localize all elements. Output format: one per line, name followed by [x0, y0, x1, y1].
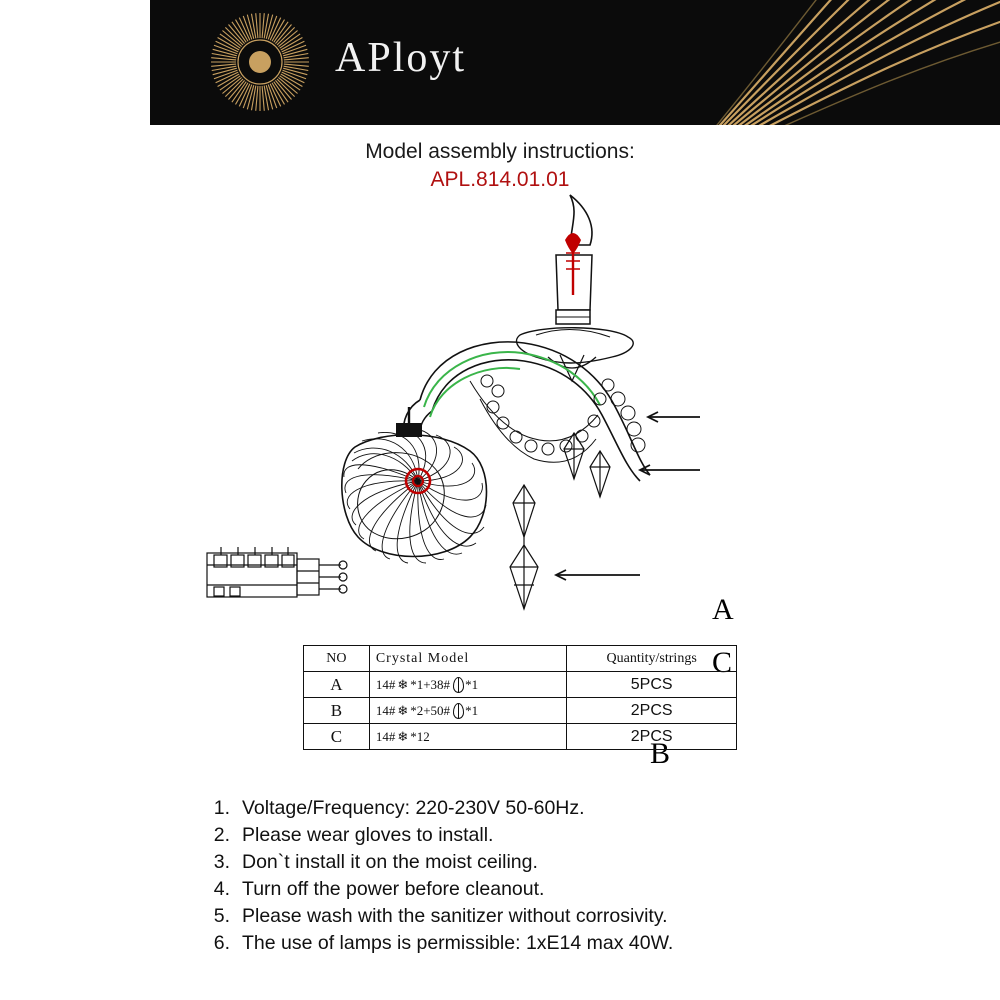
note-number: 6.: [213, 932, 230, 954]
note-text: Voltage/Frequency: 220-230V 50-60Hz.: [242, 797, 585, 819]
row-b-no: B: [304, 698, 370, 724]
header-banner: [150, 0, 1000, 125]
note-item: [196, 876, 916, 903]
callout-label-c: C: [712, 646, 733, 679]
bobeche-icon: [517, 328, 634, 381]
drop-icon: [452, 703, 463, 718]
row-b-model: [369, 698, 567, 724]
note-number: 3.: [213, 851, 230, 873]
row-b-part2: *2+50#: [410, 702, 451, 718]
wall-plate: [342, 407, 487, 563]
row-a-part2: *1+38#: [410, 676, 451, 692]
row-c-quantity: 2PCS: [567, 724, 737, 750]
brand-name: APloyt: [335, 35, 467, 81]
row-a-part1: 14#: [375, 676, 396, 692]
row-a-no: A: [304, 672, 370, 698]
model-number: APL.814.01.01: [430, 168, 570, 191]
sunburst-icon: [210, 12, 310, 112]
callout-label-b: B: [650, 737, 671, 770]
table-row: [304, 672, 737, 698]
note-text: Please wash with the sanitizer without corrosivity.: [242, 905, 668, 927]
sconce-illustration: [0, 185, 1000, 635]
table-row: [304, 698, 737, 724]
snowflake-icon: ❄: [397, 729, 409, 744]
note-number: 5.: [213, 905, 230, 927]
note-text: Don`t install it on the moist ceiling.: [242, 851, 538, 873]
note-item: [196, 930, 916, 957]
terminal-block-icon: [207, 547, 347, 597]
note-item: [196, 903, 916, 930]
pendant-drops: [510, 433, 610, 609]
parts-table: [303, 645, 737, 750]
note-item: [196, 822, 916, 849]
header-crystal-model: Crystal Model: [369, 646, 567, 672]
bulb-icon: [556, 195, 592, 324]
drop-icon: [452, 677, 463, 692]
note-item: [196, 849, 916, 876]
table-header-row: [304, 646, 737, 672]
row-a-model: [369, 672, 567, 698]
leader-lines: [556, 412, 700, 580]
callout-label-a: A: [712, 593, 734, 626]
note-number: 2.: [213, 824, 230, 846]
note-text: Turn off the power before cleanout.: [242, 878, 545, 900]
note-text: Please wear gloves to install.: [242, 824, 494, 846]
row-a-quantity: 5PCS: [567, 672, 737, 698]
note-number: 1.: [213, 797, 230, 819]
note-item: [196, 795, 916, 822]
row-b-part1: 14#: [375, 702, 396, 718]
page-title: Model assembly instructions:: [365, 140, 635, 163]
row-c-part1: 14#: [375, 728, 396, 744]
row-c-part2: *12: [410, 728, 430, 744]
instruction-notes: [196, 795, 916, 957]
row-a-part3: *1: [465, 676, 479, 692]
snowflake-icon: ❄: [397, 677, 409, 692]
table-row: [304, 724, 737, 750]
fan-rays-icon: [620, 0, 1000, 125]
row-b-quantity: 2PCS: [567, 698, 737, 724]
note-text: The use of lamps is permissible: 1xE14 max 40W.: [242, 932, 674, 954]
note-number: 4.: [213, 878, 230, 900]
header-quantity: Quantity/strings: [567, 646, 737, 672]
row-c-model: [369, 724, 567, 750]
row-c-no: C: [304, 724, 370, 750]
curved-arm: [404, 342, 650, 481]
snowflake-icon: ❄: [397, 703, 409, 718]
header-no: NO: [304, 646, 370, 672]
row-b-part3: *1: [465, 702, 479, 718]
